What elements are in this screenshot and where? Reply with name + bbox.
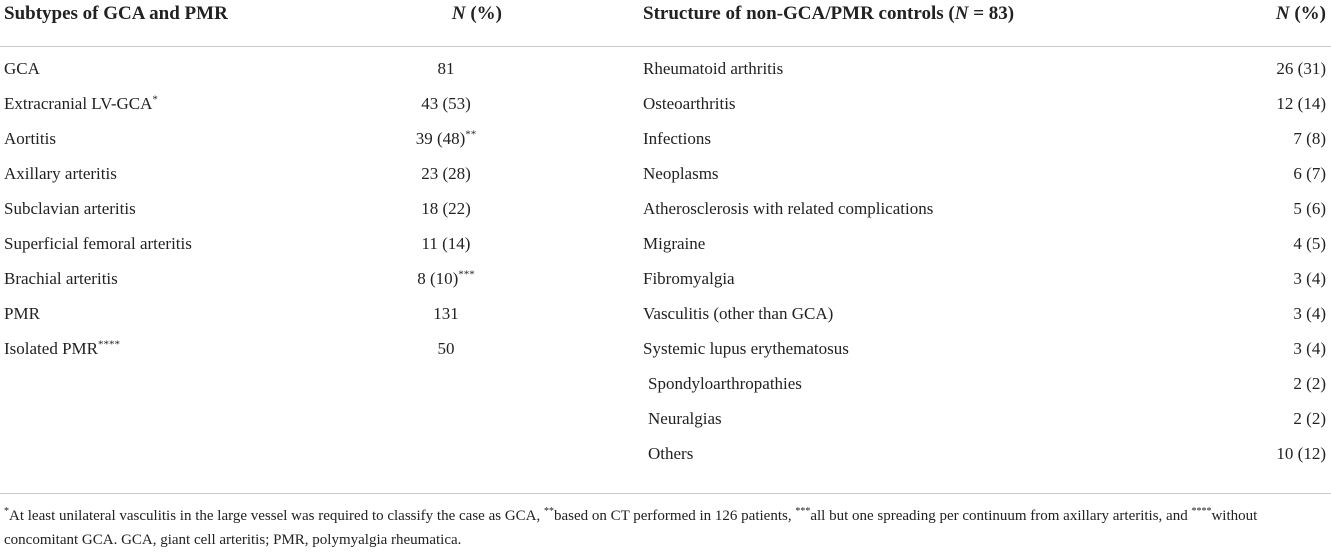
left-n-unit: (%) (465, 3, 502, 24)
table-row (0, 59, 1331, 94)
right-label: Atherosclerosis with related complications (643, 199, 934, 218)
right-label: Fibromyalgia (643, 269, 735, 288)
right-title-pre: Structure of non-GCA/PMR controls ( (643, 3, 955, 24)
table-row (0, 199, 1331, 234)
left-label: Isolated PMR**** (4, 338, 120, 358)
right-value: 5 (6) (1293, 199, 1326, 218)
table-header (0, 0, 1331, 47)
left-value: 8 (10)*** (417, 268, 475, 288)
table-row (0, 129, 1331, 164)
right-label: Neoplasms (643, 164, 719, 183)
right-label: Spondyloarthropathies (648, 374, 802, 393)
left-label: Aortitis (4, 129, 56, 148)
right-value: 3 (4) (1293, 269, 1326, 288)
right-title-post: = 83) (968, 3, 1015, 24)
right-label: Vasculitis (other than GCA) (643, 304, 834, 323)
right-value: 3 (4) (1293, 304, 1326, 323)
left-value: 18 (22) (421, 199, 471, 218)
right-label: Infections (643, 129, 711, 148)
right-label: Osteoarthritis (643, 94, 736, 113)
table-row (0, 269, 1331, 304)
left-label: Axillary arteritis (4, 164, 117, 183)
right-label: Others (648, 444, 694, 463)
right-label: Rheumatoid arthritis (643, 59, 784, 78)
left-value: 43 (53) (421, 94, 471, 113)
right-title-n: N (954, 3, 969, 24)
table-row (0, 409, 1331, 444)
right-value: 7 (8) (1293, 129, 1326, 148)
right-value: 4 (5) (1293, 234, 1326, 253)
footer-divider (0, 493, 1331, 494)
left-n-header (390, 3, 502, 25)
right-column-header (643, 3, 1014, 25)
table-row (0, 164, 1331, 199)
left-value: 81 (437, 59, 455, 78)
left-value: 11 (14) (421, 234, 471, 253)
left-label: Extracranial LV-GCA* (4, 93, 158, 113)
left-value: 131 (433, 304, 459, 323)
right-value: 10 (12) (1276, 444, 1326, 463)
left-column-header: Subtypes of GCA and PMR (4, 3, 228, 24)
right-n-symbol: N (1275, 3, 1290, 24)
table-row (0, 234, 1331, 269)
left-value: 39 (48)** (415, 128, 477, 148)
table-row (0, 94, 1331, 129)
left-label: Brachial arteritis (4, 269, 118, 288)
right-label: Neuralgias (648, 409, 722, 428)
right-label: Migraine (643, 234, 706, 253)
table-row (0, 304, 1331, 339)
right-label: Systemic lupus erythematosus (643, 339, 849, 358)
left-label: GCA (4, 59, 40, 78)
right-value: 3 (4) (1293, 339, 1326, 358)
table-row (0, 444, 1331, 479)
left-n-symbol: N (451, 3, 466, 24)
left-label: PMR (4, 304, 40, 323)
table-row (0, 339, 1331, 374)
right-n-header (1200, 3, 1326, 25)
right-value: 6 (7) (1293, 164, 1326, 183)
table-row (0, 374, 1331, 409)
table-footnote: *At least unilateral vasculitis in the large vessel was required to classify the case as GCA, **based on CT performed in 126 patients, ***all but one spreading per continuum from axillary arteritis, and ****without concomitant GCA. GCA, giant cell arteritis; PMR, polymyalgia rheumatica. (4, 506, 1258, 548)
left-value: 50 (437, 339, 455, 358)
right-n-unit: (%) (1289, 3, 1326, 24)
left-value: 23 (28) (421, 164, 471, 183)
left-label: Superficial femoral arteritis (4, 234, 192, 253)
right-value: 2 (2) (1293, 374, 1326, 393)
right-value: 12 (14) (1276, 94, 1326, 113)
right-value: 26 (31) (1276, 59, 1326, 78)
right-value: 2 (2) (1293, 409, 1326, 428)
left-label: Subclavian arteritis (4, 199, 136, 218)
